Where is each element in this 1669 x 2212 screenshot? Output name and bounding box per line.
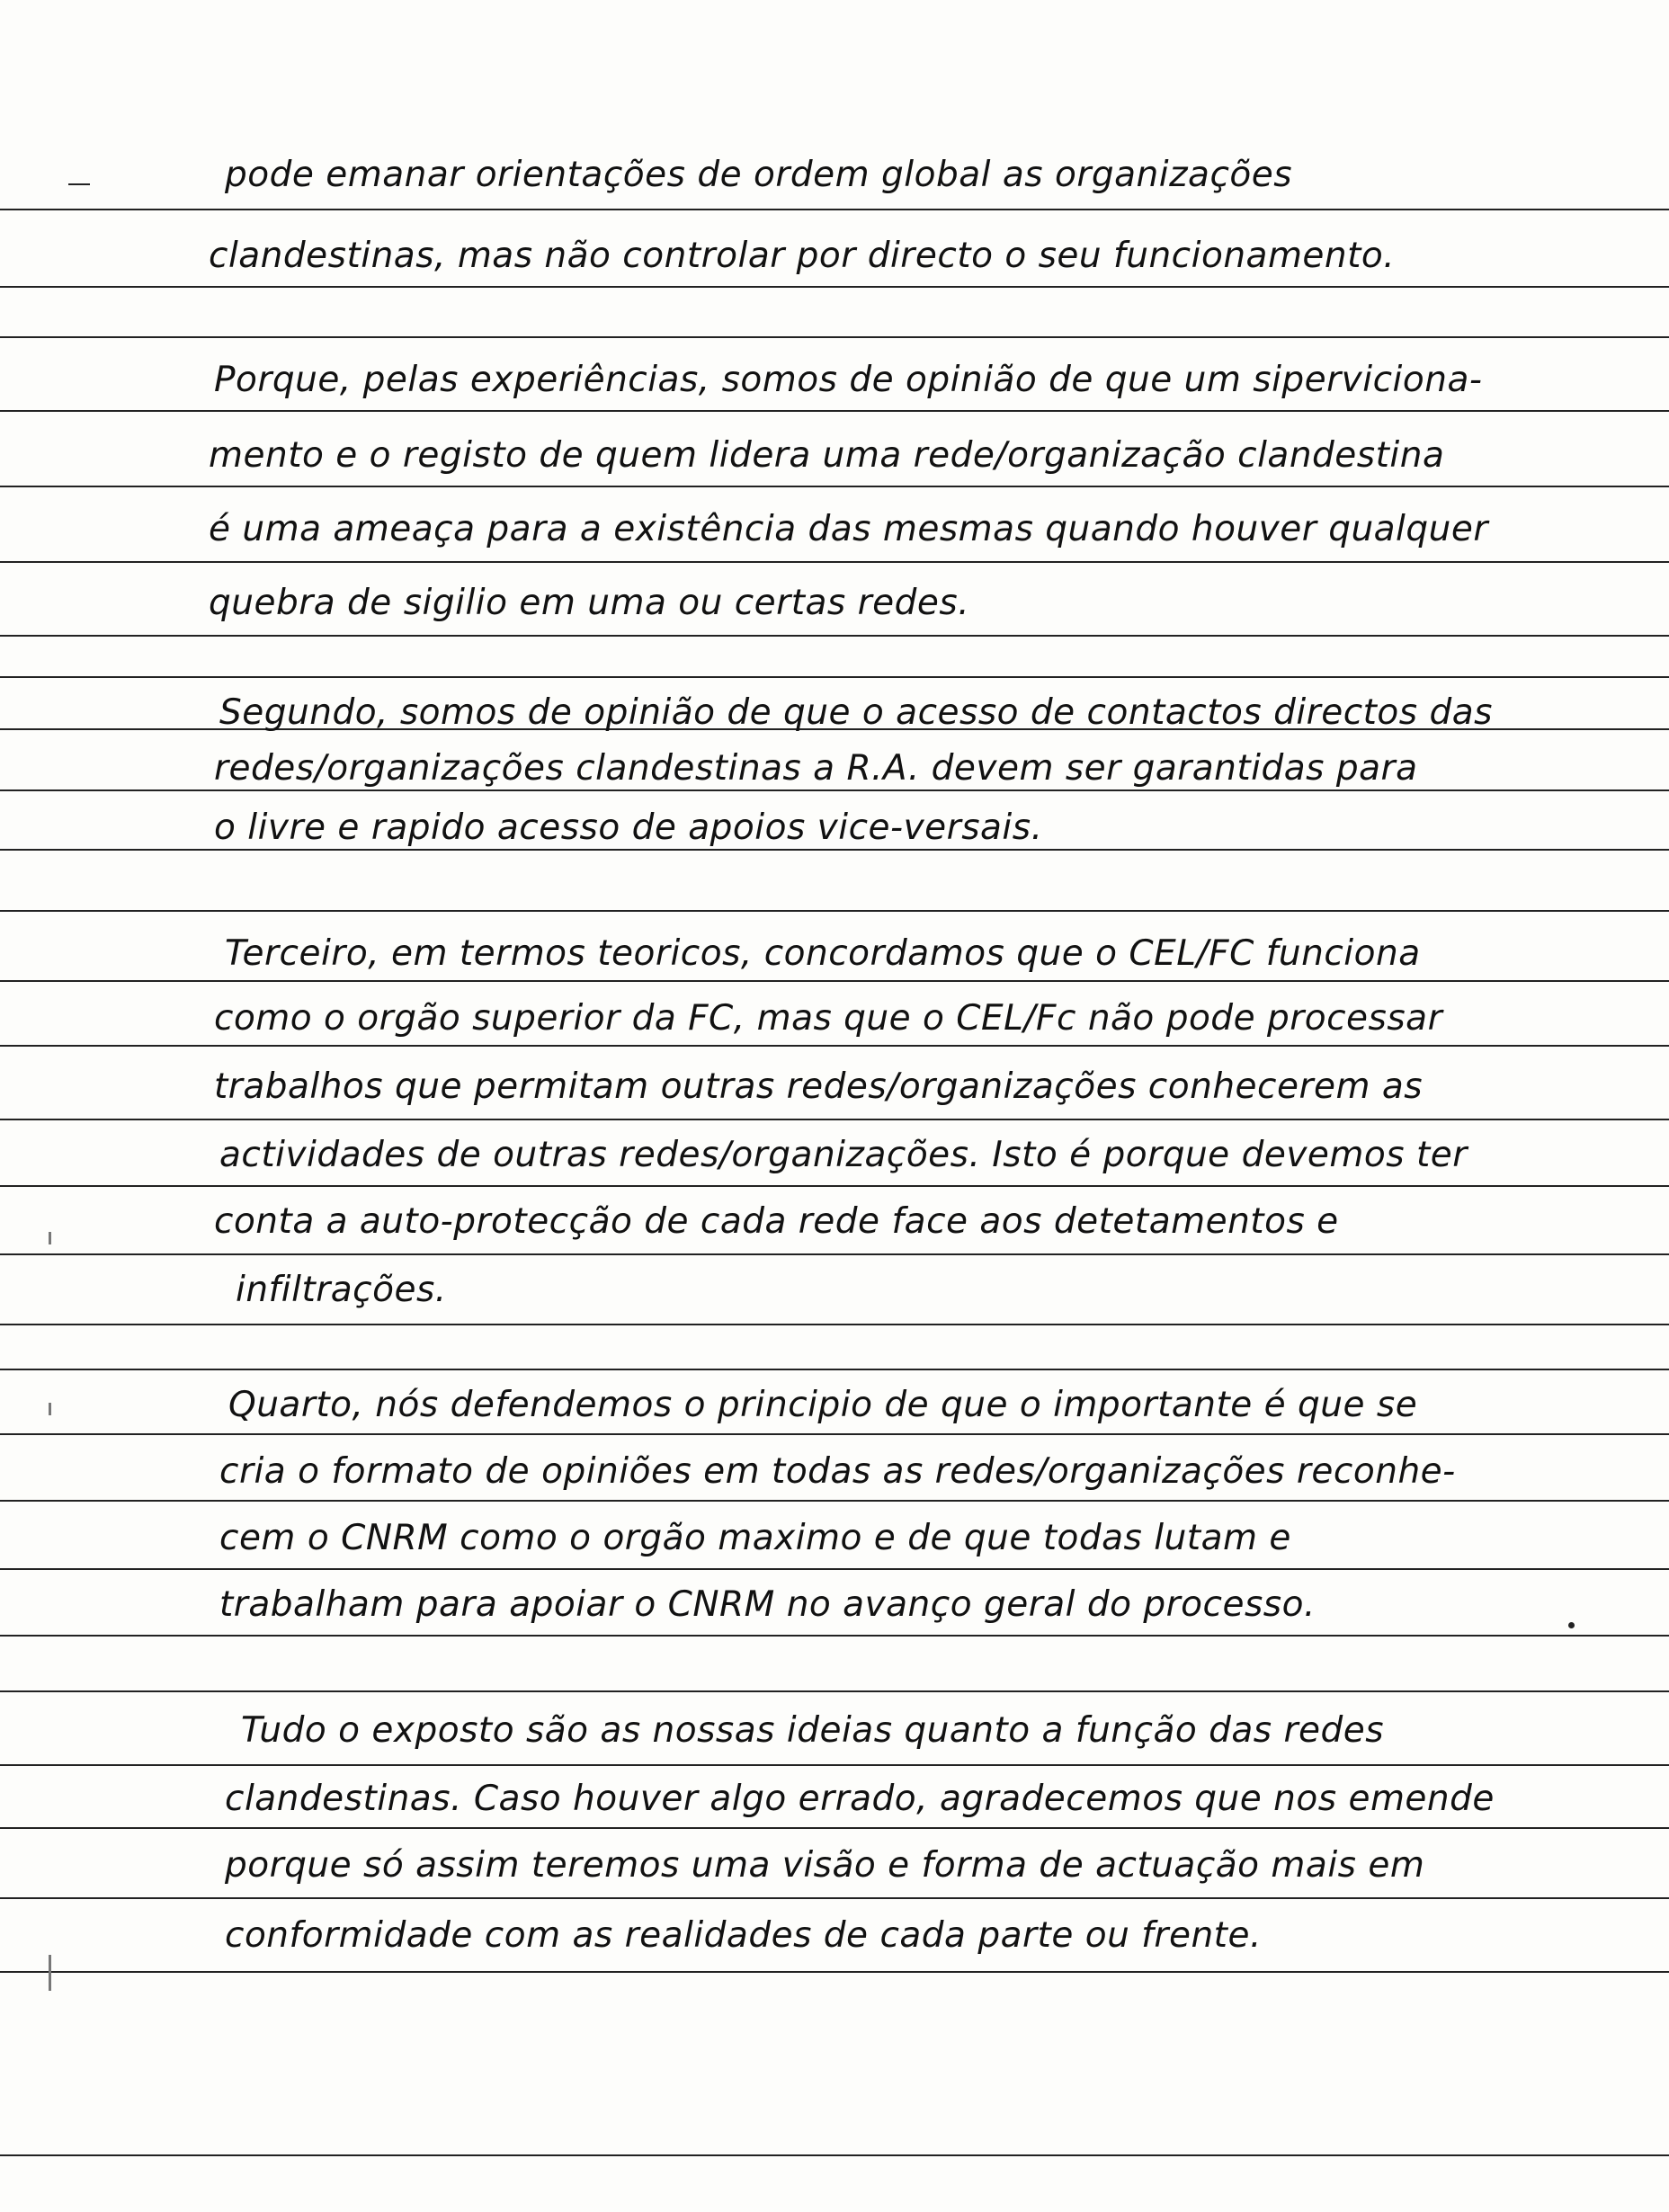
- ruled-line: [0, 1897, 1669, 1899]
- ruled-line: [0, 1324, 1669, 1325]
- ruled-line: [0, 1119, 1669, 1120]
- ruled-line: [0, 2154, 1669, 2156]
- ruled-line: [0, 1971, 1669, 1973]
- ruled-line: [0, 1369, 1669, 1370]
- ruled-line: [0, 849, 1669, 851]
- text-line: cria o formato de opiniões em todas as redes/organizações reconhe-: [219, 1451, 1456, 1492]
- ruled-line: [0, 561, 1669, 563]
- ruled-line: [0, 1045, 1669, 1047]
- ruled-line: [0, 1827, 1669, 1829]
- text-line: quebra de sigilio em uma ou certas redes.: [209, 583, 970, 623]
- text-line: trabalhos que permitam outras redes/organizações conhecerem as: [214, 1066, 1424, 1107]
- text-line: clandestinas, mas não controlar por directo o seu funcionamento.: [209, 236, 1396, 276]
- margin-mark: [49, 1403, 51, 1415]
- ruled-line: [0, 635, 1669, 637]
- text-line: Tudo o exposto são as nossas ideias quanto a função das redes: [241, 1710, 1385, 1751]
- text-line: pode emanar orientações de ordem global as organizações: [225, 155, 1293, 195]
- text-line: actividades de outras redes/organizações. Isto é porque devemos ter: [219, 1135, 1468, 1175]
- text-line: Terceiro, em termos teoricos, concordamos que o CEL/FC funciona: [225, 933, 1421, 974]
- ruled-line: [0, 1635, 1669, 1637]
- ruled-line: [0, 410, 1669, 412]
- margin-mark: [49, 1232, 51, 1244]
- text-line: o livre e rapido acesso de apoios vice-versais.: [214, 807, 1043, 848]
- ink-speck: [1568, 1622, 1575, 1628]
- text-line: Porque, pelas experiências, somos de opinião de que um sipervicionа-: [214, 360, 1483, 400]
- text-line: Segundo, somos de opinião de que o acesso de contactos directos das: [219, 692, 1493, 733]
- text-line: clandestinas. Caso houver algo errado, agradecemos que nos emende: [225, 1779, 1495, 1819]
- margin-mark: [49, 1955, 51, 1991]
- ruled-line: [0, 1764, 1669, 1766]
- ruled-line: [0, 1568, 1669, 1570]
- ruled-line: [0, 1500, 1669, 1502]
- ink-speck: [68, 183, 90, 185]
- text-line: porque só assim teremos uma visão e forma de actuação mais em: [225, 1845, 1425, 1886]
- text-line: conta a auto-protecção de cada rede face aos detetamentos e: [214, 1201, 1339, 1242]
- text-line: cem o CNRM como o orgão maximo e de que todas lutam e: [219, 1518, 1291, 1558]
- text-line: mento e o registo de quem lidera uma rede/organização clandestina: [209, 435, 1445, 476]
- text-line: é uma ameaça para a existência das mesmas quando houver qualquer: [209, 509, 1488, 549]
- ruled-line: [0, 789, 1669, 791]
- ruled-line: [0, 1185, 1669, 1187]
- text-line: Quarto, nós defendemos o principio de que o importante é que se: [228, 1385, 1418, 1425]
- ruled-line: [0, 486, 1669, 487]
- ruled-line: [0, 286, 1669, 288]
- ruled-line: [0, 336, 1669, 338]
- ruled-line: [0, 1690, 1669, 1692]
- ruled-line: [0, 910, 1669, 912]
- text-line: como o orgão superior da FC, mas que o CEL/Fc não pode processar: [214, 998, 1443, 1039]
- ruled-line: [0, 1433, 1669, 1435]
- ruled-line: [0, 1253, 1669, 1255]
- text-line: infiltrações.: [236, 1270, 447, 1310]
- text-line: trabalham para apoiar o CNRM no avanço geral do processo.: [219, 1584, 1316, 1625]
- text-line: redes/organizações clandestinas a R.A. devem ser garantidas para: [214, 748, 1418, 789]
- ruled-line: [0, 980, 1669, 982]
- ruled-line: [0, 209, 1669, 210]
- ruled-line: [0, 676, 1669, 678]
- text-line: conformidade com as realidades de cada parte ou frente.: [225, 1915, 1262, 1956]
